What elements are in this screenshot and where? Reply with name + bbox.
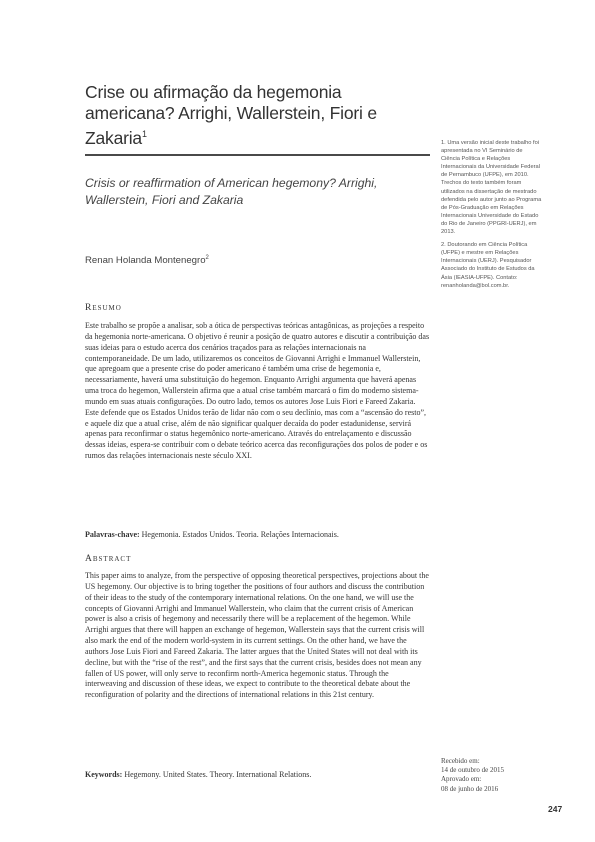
title-footnote-marker: 1 <box>141 129 147 139</box>
author-name: Renan Holanda Montenegro <box>85 255 206 266</box>
submission-dates <box>441 757 551 794</box>
footnote-2: 2. Doutorando em Ciência Política (UFPE) e mestre em Relações Internacionais (UERJ). Pesquisador Associado do Instituto de Estudos da Ásia (IEASIA-UFPE). Contato: renanholanda@bol.com.br. <box>441 242 535 289</box>
resumo-heading: Resumo <box>85 303 122 313</box>
article-subtitle: Crisis or reaffirmation of American hegemony? Arrighi, Wallerstein, Fiori and Zakaria <box>85 176 378 207</box>
abstract-heading: Abstract <box>85 554 132 564</box>
author-footnote-marker: 2 <box>205 255 209 261</box>
page-number: 247 <box>548 804 563 814</box>
article-title-text: Crise ou afirmação da hegemonia americana? Arrighi, Wallerstein, Fiori e Zakaria <box>85 82 377 148</box>
approved-label: Aprovado em: <box>441 775 482 784</box>
resumo-keywords-text: Hegemonia. Estados Unidos. Teoria. Relações Internacionais. <box>141 530 339 539</box>
author-line <box>85 255 430 266</box>
approved-date: 08 de junho de 2016 <box>441 784 499 793</box>
article-title <box>85 82 430 149</box>
abstract-text: This paper aims to analyze, from the perspective of opposing theoretical perspectives, projections about the US hegemony. Our objective is to bring together the positions of four authors and discuss the contribution of their ideas to the study of the contemporary international relations. On the one hand, we will use the concepts of Giovanni Arrighi and Immanuel Wallerstein, who claim that the current crisis of American power is also a crisis of hegemony and necessarily there will be a replacement of the hegemon. While Arrighi argues that there will happen an exchange of hegemon, Wallerstein says that the current crisis will also mark the end of the modern world-system in its current settings. On the other hand, we have the authors Jose Luis Fiori and Fareed Zakaria. The latter argues that the United States will not deal with its decline, but with the “rise of the rest”, and the first says that the current crisis, besides does not mean any fallen of US power, will only serve to reconfirm north-America hegemonic status. Through the interweaving and discussion of these ideas, we expect to contribute to the theoretical debate about the reconfiguration of polarity and the directions of international relations in this 21st century. <box>85 571 429 700</box>
abstract-keywords-label: Keywords: <box>85 770 123 779</box>
title-divider <box>85 154 430 156</box>
resumo-keywords-label: Palavras-chave: <box>85 530 140 539</box>
footnotes <box>441 139 543 295</box>
resumo-text: Este trabalho se propõe a analisar, sob a ótica de perspectivas teóricas antagônicas, as projeções a respeito da hegemonia norte-americana. O objetivo é reunir a posição de quatro autores e discutir a contribuição das suas ideias para o estudo acerca dos cenários traçados para as relações internacionais na contemporaneidade. De um lado, utilizaremos os conceitos de Giovanni Arrighi e Immanuel Wallerstein, que apregoam que a presente crise do poder americano é também uma crise de hegemonia e, necessariamente, haverá uma substituição do hegemon. Enquanto Arrighi argumenta que haverá apenas uma troca do hegemon, Wallerstein afirma que a atual crise também marcará o fim do moderno sistema-mundo em suas atuais configurações. Do outro lado, temos os autores Jose Luis Fiori e Fareed Zakaria. Este defende que os Estados Unidos terão de lidar não com o seu declínio, mas com a “ascensão do resto”, e aquele diz que a atual crise, além de não significar qualquer decaída do poder estadunidense, servirá apenas para reconfirmar o status hegemônico norte-americano. Através do entrelaçamento e discussão dessas ideias, espera-se contribuir com o debate teórico acerca das reconfigurações dos polos de poder e os rumos das relações internacionais neste século XXI. <box>85 321 430 461</box>
received-date: 14 de outubro de 2015 <box>441 766 504 775</box>
abstract-keywords-text: Hegemony. United States. Theory. International Relations. <box>124 770 312 779</box>
abstract-keywords <box>85 769 430 780</box>
resumo-keywords <box>85 529 430 540</box>
received-label: Recebido em: <box>441 757 480 765</box>
footnote-1: 1. Uma versão inicial deste trabalho foi apresentada no VI Seminário de Ciência Política e Relações Internacionais da Universidade Federal de Pernambuco (UFPE), em 2010. Trechos do texto também foram utilizados na dissertação de mestrado defendida pelo autor junto ao Programa de Pós-Graduação em Relações Internacionais Universidade do Estado do Rio de Janeiro (PPGRI-UERJ), em 2013. <box>441 140 542 236</box>
